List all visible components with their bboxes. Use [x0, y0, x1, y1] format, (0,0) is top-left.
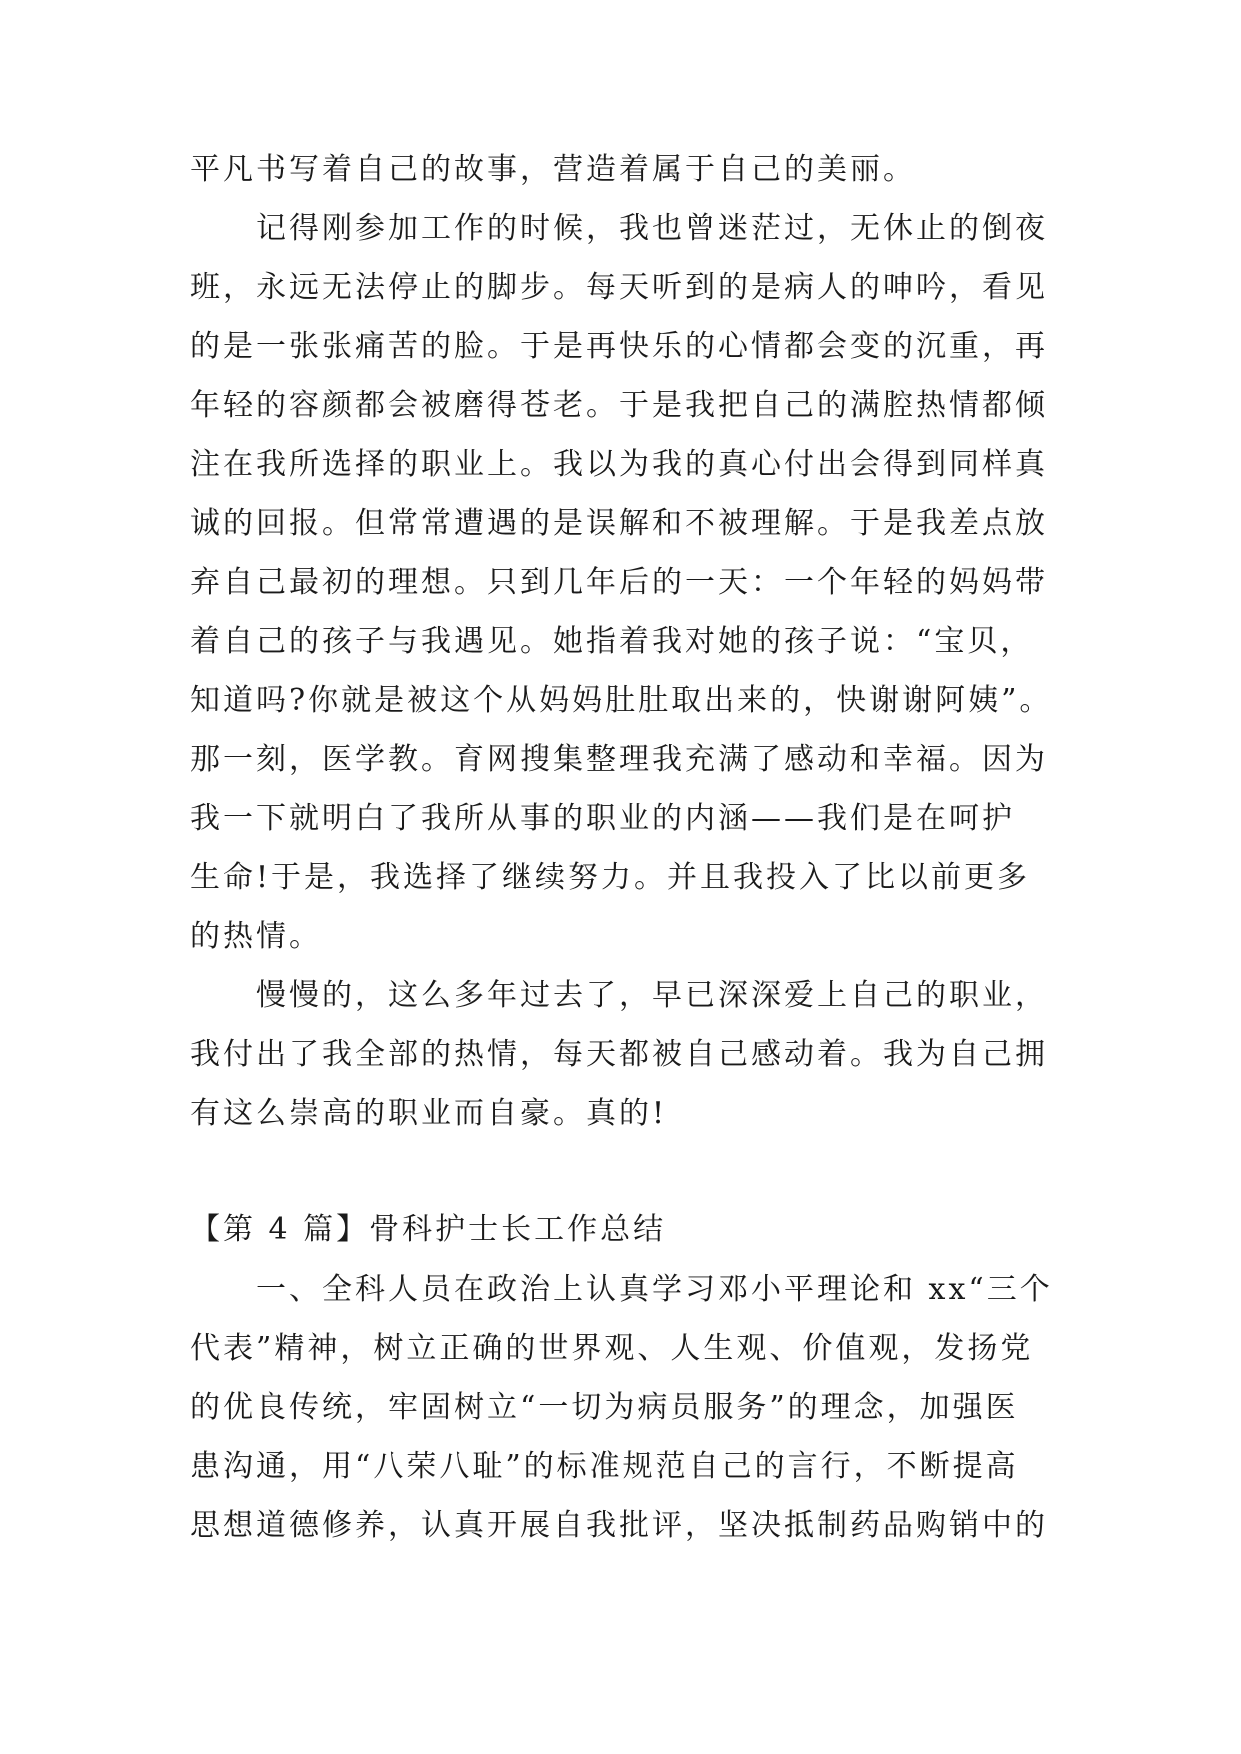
text-line: 那一刻，医学教。育网搜集整理我充满了感动和幸福。因为	[190, 742, 1048, 777]
text-line: 我付出了我全部的热情，每天都被自己感动着。我为自己拥	[190, 1037, 1048, 1072]
text-line: 的热情。	[190, 919, 322, 954]
text-line: 慢慢的，这么多年过去了，早已深深爱上自己的职业，	[190, 978, 1048, 1013]
text-line: 年轻的容颜都会被磨得苍老。于是我把自己的满腔热情都倾	[190, 388, 1048, 423]
text-line: 生命!于是，我选择了继续努力。并且我投入了比以前更多	[190, 860, 1031, 895]
text-line: 注在我所选择的职业上。我以为我的真心付出会得到同样真	[190, 447, 1048, 482]
text-line: 诚的回报。但常常遭遇的是误解和不被理解。于是我差点放	[190, 506, 1048, 541]
text-line: 有这么崇高的职业而自豪。真的!	[190, 1096, 668, 1131]
section-heading: 【第 4 篇】骨科护士长工作总结	[190, 1212, 667, 1247]
text-line: 记得刚参加工作的时候，我也曾迷茫过，无休止的倒夜	[190, 211, 1048, 246]
text-line: 一、全科人员在政治上认真学习邓小平理论和 xx“三个	[190, 1272, 1053, 1307]
text-line: 患沟通，用“八荣八耻”的标准规范自己的言行，不断提高	[190, 1449, 1019, 1484]
body-text-block-1	[190, 140, 1070, 1143]
text-line: 着自己的孩子与我遇见。她指着我对她的孩子说：“宝贝，	[190, 624, 1034, 659]
text-line: 我一下就明白了我所从事的职业的内涵——我们是在呵护	[190, 801, 1015, 836]
text-line: 思想道德修养，认真开展自我批评，坚决抵制药品购销中的	[190, 1508, 1048, 1543]
body-text-block-2	[190, 1260, 1070, 1555]
text-line: 的是一张张痛苦的脸。于是再快乐的心情都会变的沉重，再	[190, 329, 1048, 364]
text-line: 代表”精神，树立正确的世界观、人生观、价值观，发扬党	[190, 1331, 1034, 1366]
section-heading-block	[190, 1200, 1070, 1259]
text-line: 班，永远无法停止的脚步。每天听到的是病人的呻吟，看见	[190, 270, 1048, 305]
text-line: 的优良传统，牢固树立“一切为病员服务”的理念，加强医	[190, 1390, 1019, 1425]
text-line: 弃自己最初的理想。只到几年后的一天：一个年轻的妈妈带	[190, 565, 1048, 600]
text-line: 知道吗?你就是被这个从妈妈肚肚取出来的，快谢谢阿姨”。	[190, 683, 1053, 718]
text-line: 平凡书写着自己的故事，营造着属于自己的美丽。	[190, 152, 916, 187]
